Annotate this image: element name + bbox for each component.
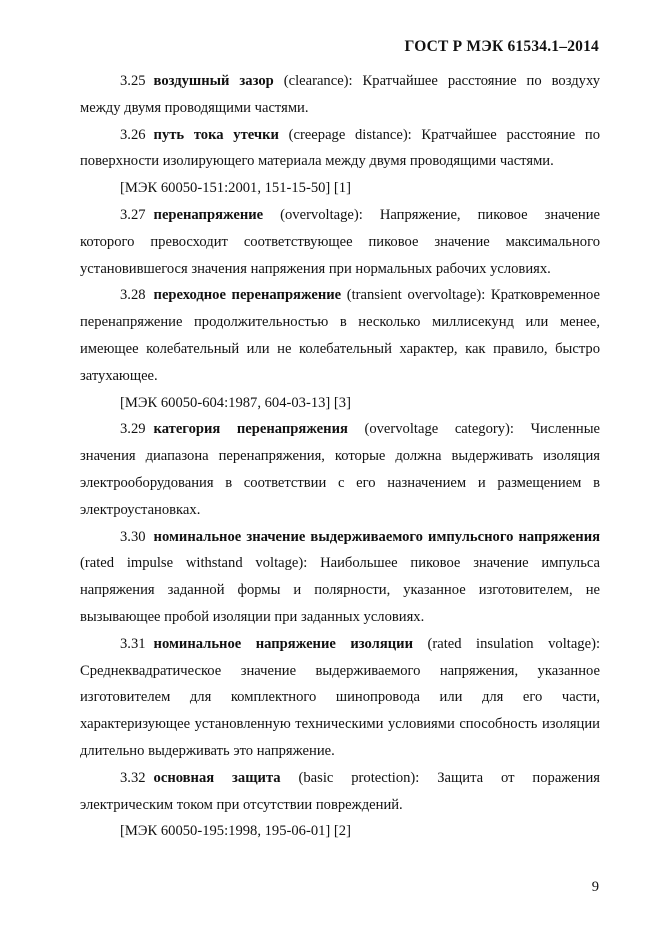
reference-line: [МЭК 60050-195:1998, 195-06-01] [2] bbox=[120, 823, 351, 840]
entry-number: 3.29 bbox=[120, 421, 146, 438]
entry-3-32 bbox=[80, 765, 600, 819]
entry-3-25 bbox=[80, 68, 600, 122]
entry-3-26 bbox=[80, 122, 600, 176]
entry-definition: (overvoltage): Напряжение, пиковое значение которого превосходит соответствующее пиковое значение максимального установившегося значения напряжения при нормальных рабочих условиях. bbox=[80, 206, 600, 277]
entry-number: 3.27 bbox=[120, 206, 146, 223]
entry-definition: (rated insulation voltage): Среднеквадратическое значение выдерживаемого напряжения, указанное изготовителем для комплектного шинопровода или для его части, характеризующее установленную техническими условиями способность изоляции длительно выдерживать это напряжение. bbox=[80, 635, 600, 759]
entry-definition: (basic protection): Защита от поражения электрическим током при отсутствии повреждений. bbox=[80, 769, 600, 813]
entry-term: переходное перенапряжение bbox=[153, 287, 342, 304]
entry-3-27 bbox=[80, 202, 600, 282]
entry-3-31 bbox=[80, 631, 600, 765]
entry-3-29 bbox=[80, 416, 600, 523]
entry-definition: (overvoltage category): Численные значения диапазона перенапряжения, которые должна выдерживать изоляция электрооборудования в соответствии с его назначением и размещением в электроустановках. bbox=[80, 421, 600, 518]
entry-number: 3.26 bbox=[120, 126, 146, 143]
entry-definition: (rated impulse withstand voltage): Наибольшее пиковое значение импульса напряжения заданной формы и полярности, указанное изготовителем, не вызывающее пробой изоляции при заданных условиях. bbox=[80, 555, 600, 625]
entry-term: номинальное значение выдерживаемого импульсного напряжения bbox=[153, 528, 600, 545]
reference-line: [МЭК 60050-604:1987, 604-03-13] [3] bbox=[120, 394, 351, 411]
entry-3-30 bbox=[80, 524, 600, 631]
entry-term: путь тока утечки bbox=[153, 126, 279, 143]
document-body bbox=[80, 68, 600, 845]
entry-number: 3.31 bbox=[120, 635, 146, 652]
entry-number: 3.28 bbox=[120, 287, 146, 304]
entry-definition: (transient overvoltage): Кратковременное перенапряжение продолжительностью в несколько миллисекунд или менее, имеющее колебательный или не колебательный характер, как правило, быстро затухающее. bbox=[80, 287, 601, 384]
entry-term: перенапряжение bbox=[153, 206, 264, 223]
reference-line: [МЭК 60050-151:2001, 151-15-50] [1] bbox=[120, 180, 351, 197]
entry-definition: (creepage distance): Кратчайшее расстояние по поверхности изолирующего материала между двумя проводящими частями. bbox=[80, 126, 600, 170]
entry-term: основная защита bbox=[153, 769, 281, 786]
entry-term: категория перенапряжения bbox=[153, 421, 348, 438]
entry-number: 3.32 bbox=[120, 769, 146, 786]
entry-3-28 bbox=[80, 282, 600, 389]
standard-header: ГОСТ Р МЭК 61534.1–2014 bbox=[404, 38, 599, 55]
entry-term: номинальное напряжение изоляции bbox=[153, 635, 413, 652]
entry-definition: (clearance): Кратчайшее расстояние по воздуху между двумя проводящими частями. bbox=[80, 73, 600, 116]
entry-number: 3.25 bbox=[120, 73, 146, 89]
entry-term: воздушный зазор bbox=[153, 73, 274, 89]
page-number: 9 bbox=[591, 879, 599, 895]
entry-number: 3.30 bbox=[120, 528, 146, 545]
